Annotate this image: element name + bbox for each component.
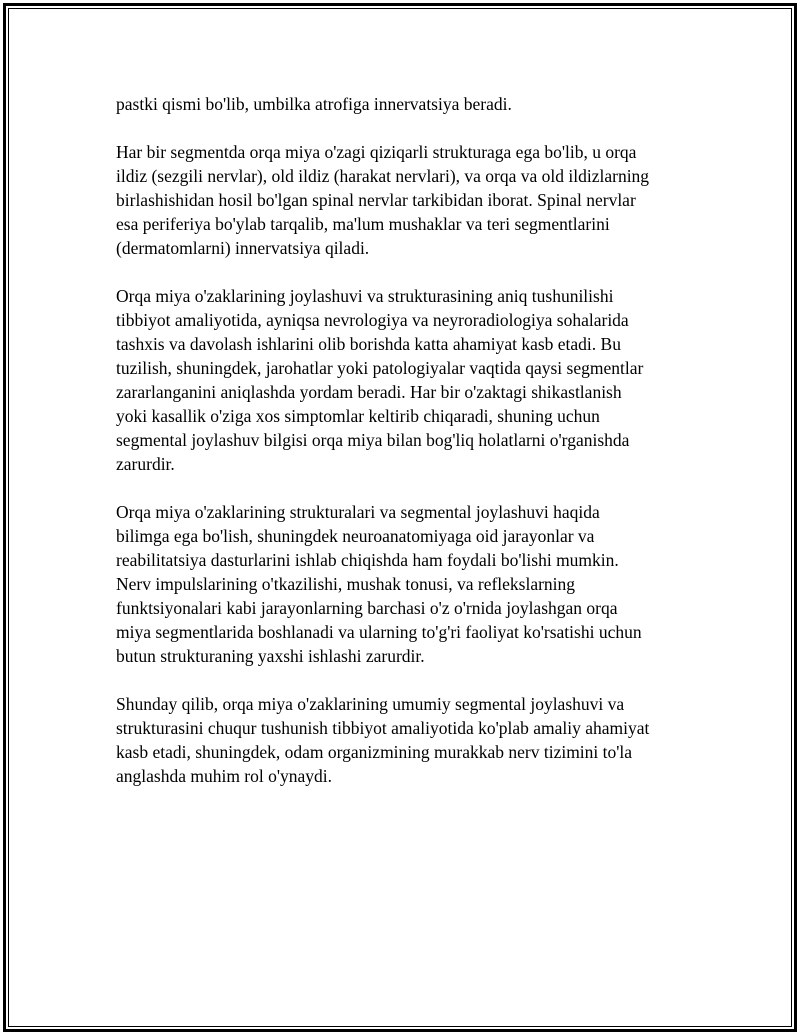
paragraph-3: Orqa miya o'zaklarining joylashuvi va strukturasining aniq tushunilishi tibbiyot amaliyotida, ayniqsa nevrologiya va neyroradiologiya sohalarida tashxis va davolash ishlarini olib borishda katta ahamiyat kasb etadi. Bu tuzilish, shuningdek, jarohatlar yoki patologiyalar vaqtida qaysi segmentlar zararlanganini aniqlashda yordam beradi. Har bir o'zaktagi shikastlanish yoki kasallik o'ziga xos simptomlar keltirib chiqaradi, shuning uchun segmental joylashuv bilgisi orqa miya bilan bog'liq holatlarni o'rganishda zarurdir. <box>116 286 644 474</box>
paragraph-4: Orqa miya o'zaklarining strukturalari va segmental joylashuvi haqida bilimga ega bo'lish, shuningdek neuroanatomiyaga oid jarayonlar va reabilitatsiya dasturlarini ishlab chiqishda ham foydali bo'lishi mumkin. Nerv impulslarining o'tkazilishi, mushak tonusi, va reflekslarning funktsiyonalari kabi jarayonlarning barchasi o'z o'rnida joylashgan orqa miya segmentlarida boshlanadi va ularning to'g'ri faoliyat ko'rsatishi uchun butun strukturaning yaxshi ishlashi zarurdir. <box>116 502 642 666</box>
paragraph-2: Har bir segmentda orqa miya o'zagi qiziqarli strukturaga ega bo'lib, u orqa ildiz (sezgili nervlar), old ildiz (harakat nervlari), va orqa va old ildizlarning birlashishidan hosil bo'lgan spinal nervlar tarkibidan iborat. Spinal nervlar esa periferiya bo'ylab tarqalib, ma'lum mushaklar va teri segmentlarini (dermatomlarni) innervatsiya qiladi. <box>116 142 650 258</box>
paragraph-5: Shunday qilib, orqa miya o'zaklarining umumiy segmental joylashuvi va strukturasini chuqur tushunish tibbiyot amaliyotida ko'plab amaliy ahamiyat kasb etadi, shuningdek, odam organizmining murakkab nerv tizimini to'la anglashda muhim rol o'ynaydi. <box>116 694 650 786</box>
document-body <box>116 92 696 812</box>
paragraph-1: pastki qismi bo'lib, umbilka atrofiga innervatsiya beradi. <box>116 94 512 114</box>
